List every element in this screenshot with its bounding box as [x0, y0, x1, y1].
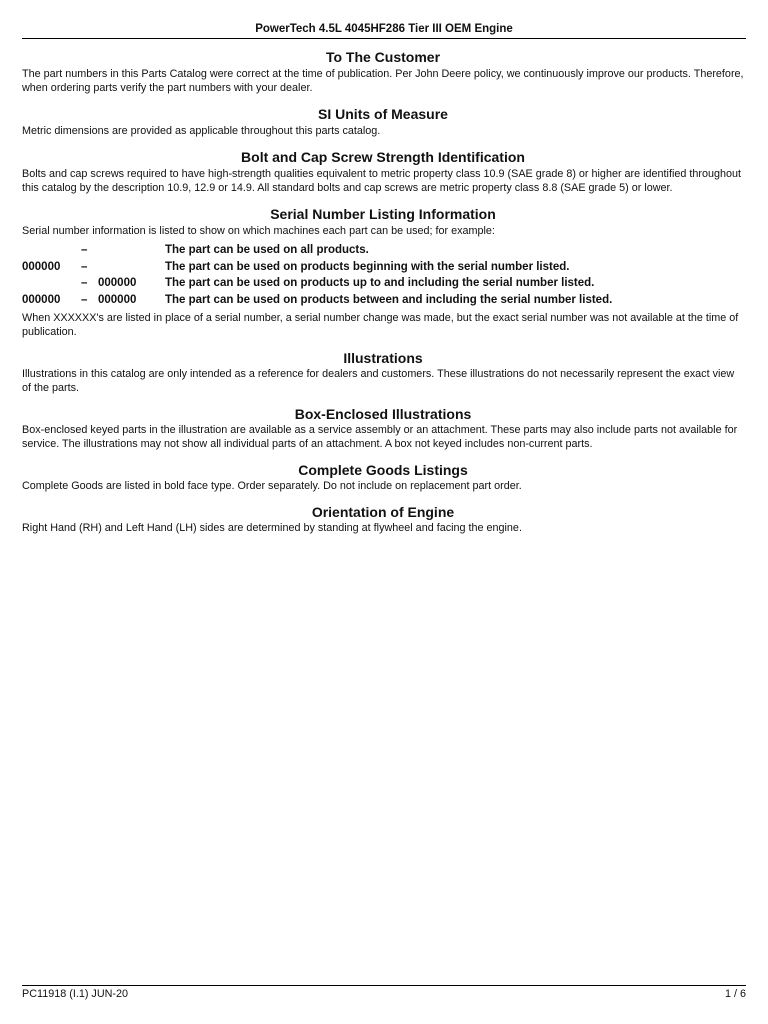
- serial-row: [22, 259, 744, 276]
- section-body: Box-enclosed keyed parts in the illustration are available as a service assembly or an attachment. These parts may also include parts not available for service. The illustrations may not show all individual parts of an attachment. A box not keyed includes non-current parts.: [22, 424, 738, 450]
- section-heading: Bolt and Cap Screw Strength Identification: [241, 149, 525, 165]
- serial-from: 000000: [22, 293, 61, 306]
- section-body: Metric dimensions are provided as applicable throughout this parts catalog.: [22, 125, 381, 137]
- section-orientation: [22, 503, 744, 535]
- section-body: The part numbers in this Parts Catalog were correct at the time of publication. Per John Deere policy, we continuously improve our products. Therefore, when ordering parts verify the part numbers with your dealer.: [22, 68, 744, 94]
- section-heading: Orientation of Engine: [311, 504, 455, 520]
- section-heading: SI Units of Measure: [318, 106, 448, 122]
- section-serial-number: [22, 205, 744, 339]
- section-bolt-strength: [22, 148, 744, 195]
- section-body: Bolts and cap screws required to have high-strength qualities equivalent to metric property class 10.9 (SAE grade 8) or higher are identified throughout this catalog by the description 10.9, 12.9 or 14.9. All standard bolts and cap screws are metric property class 8.8 (SAE grade 5) or lower.: [22, 168, 741, 194]
- section-heading: Illustrations: [343, 350, 423, 366]
- footer-page-number: 1 / 6: [724, 988, 746, 1000]
- section-body: Complete Goods are listed in bold face type. Order separately. Do not include on replacement part order.: [22, 480, 522, 492]
- serial-description: The part can be used on products beginning with the serial number listed.: [165, 260, 570, 273]
- document-page: [22, 0, 746, 1024]
- serial-to: 000000: [98, 277, 137, 289]
- section-heading: Complete Goods Listings: [298, 462, 468, 478]
- serial-row: [22, 292, 744, 309]
- section-body: Right Hand (RH) and Left Hand (LH) sides are determined by standing at flywheel and facing the engine.: [22, 522, 522, 534]
- serial-description: The part can be used on all products.: [165, 244, 369, 256]
- section-illustrations: [22, 349, 744, 395]
- section-box-enclosed: [22, 405, 744, 451]
- section-heading: Serial Number Listing Information: [270, 206, 496, 222]
- footer-divider: [22, 985, 746, 986]
- document-title: PowerTech 4.5L 4045HF286 Tier III OEM Engine: [255, 23, 513, 35]
- serial-number-table: [22, 242, 744, 308]
- section-complete-goods: [22, 461, 744, 493]
- serial-dash: –: [81, 293, 88, 306]
- section-to-the-customer: [22, 48, 744, 95]
- section-intro: Serial number information is listed to show on which machines each part can be used; for example:: [22, 225, 495, 237]
- serial-dash: –: [81, 244, 88, 256]
- serial-row: [22, 275, 744, 292]
- serial-to: 000000: [98, 293, 137, 306]
- section-si-units: [22, 105, 744, 138]
- serial-description: The part can be used on products up to and including the serial number listed.: [165, 277, 595, 289]
- section-body: Illustrations in this catalog are only intended as a reference for dealers and customers. These illustrations do not necessarily represent the exact view of the parts.: [22, 368, 735, 394]
- section-heading: Box-Enclosed Illustrations: [294, 406, 472, 422]
- header-divider: [22, 38, 746, 39]
- serial-dash: –: [81, 260, 88, 273]
- document-content: [22, 48, 744, 545]
- serial-from: 000000: [22, 260, 61, 273]
- serial-row: [22, 242, 744, 259]
- section-note: When XXXXXX's are listed in place of a serial number, a serial number change was made, but the exact serial number was not available at the time of publication.: [22, 312, 739, 338]
- section-heading: To The Customer: [325, 49, 441, 65]
- serial-dash: –: [81, 277, 88, 289]
- footer-doc-id: PC11918 (I.1) JUN-20: [22, 988, 129, 1000]
- serial-description: The part can be used on products between and including the serial number listed.: [165, 293, 613, 306]
